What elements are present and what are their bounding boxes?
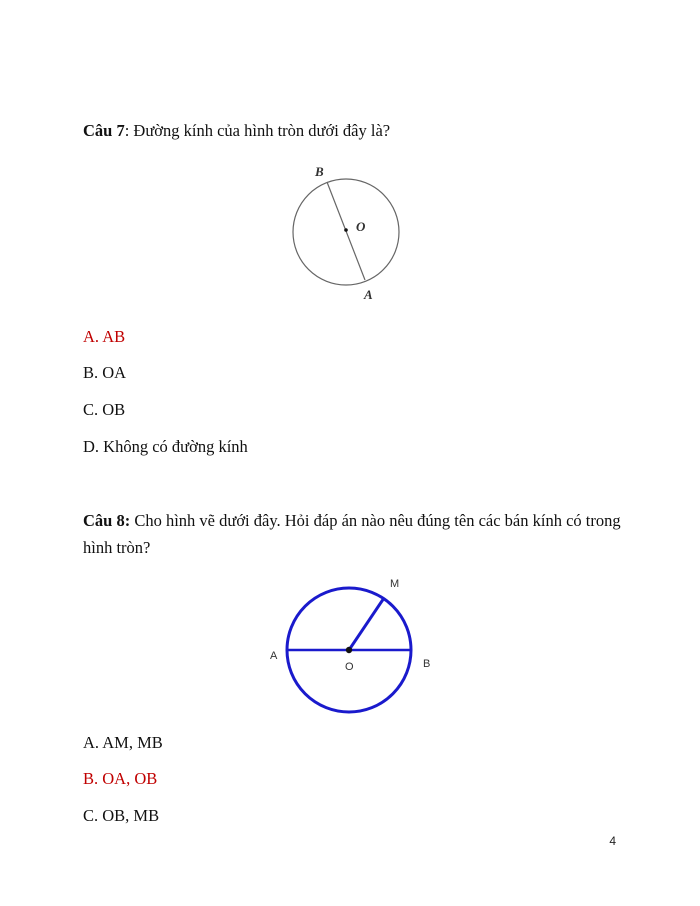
label-o: O [356,219,366,234]
page-number: 4 [609,834,616,848]
q7-option-c: C. OB [83,400,126,419]
question-8-label: Câu 8: [83,511,131,530]
q7-option-b: B. OA [83,363,127,382]
question-8-figure [262,570,442,720]
q7-option-d: D. Không có đường kính [83,437,248,456]
label-b: B [315,164,324,179]
q8-option-a: A. AM, MB [83,733,163,752]
label-b: B [423,658,431,670]
question-7 [83,117,390,144]
q8-option-c: C. OB, MB [83,806,160,825]
center-point [346,647,352,653]
question-8-text: Cho hình vẽ dưới đây. Hỏi đáp án nào nêu đúng tên các bán kính có trong hình tròn? [83,511,621,557]
question-7-label: Câu 7 [83,121,125,140]
q7-option-a: A. AB [83,327,126,346]
question-7-figure [280,160,420,305]
label-a: A [270,650,278,662]
q8-option-b: B. OA, OB [83,769,158,788]
question-8 [83,507,623,561]
label-o: O [345,661,354,673]
label-m: M [390,578,400,590]
question-7-text: : Đường kính của hình tròn dưới đây là? [124,121,391,140]
center-point [344,228,348,232]
radius-om [349,598,384,650]
label-a: A [364,287,373,302]
